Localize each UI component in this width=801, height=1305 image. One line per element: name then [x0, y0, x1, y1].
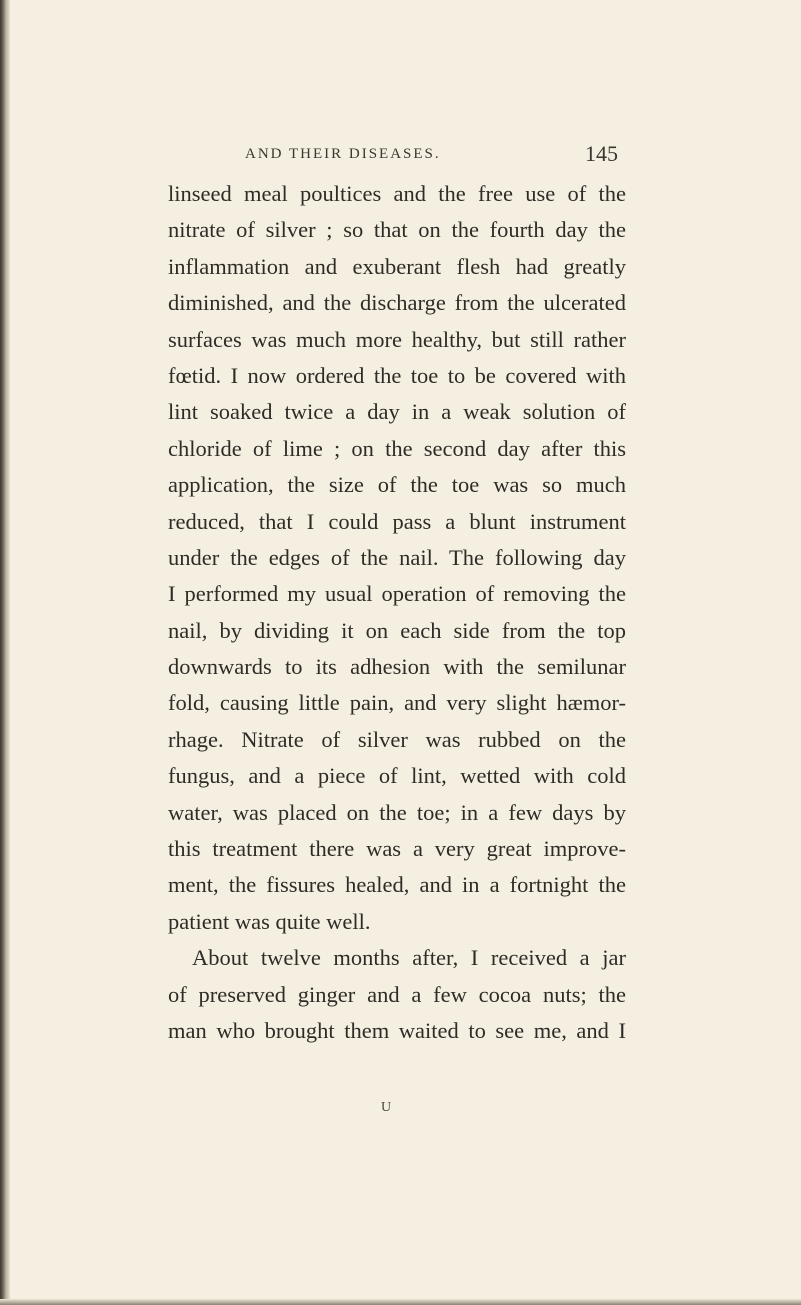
text-line: reduced, that I could pass a blunt instrument: [168, 508, 626, 534]
text-line: downwards to its adhesion with the semilunar: [168, 654, 626, 680]
text-line: surfaces was much more healthy, but still rather: [168, 326, 626, 352]
text-line: I performed my usual operation of removing the: [168, 581, 626, 607]
text-line: ment, the fissures healed, and in a fortnight the: [168, 872, 626, 898]
text-line: man who brought them waited to see me, and I: [168, 1017, 626, 1043]
binding-edge: [0, 0, 10, 1305]
page-bottom-edge: [0, 1299, 801, 1305]
text-line: inflammation and exuberant flesh had greatly: [168, 253, 626, 279]
text-line: fœtid. I now ordered the toe to be covered with: [168, 362, 626, 388]
text-line: rhage. Nitrate of silver was rubbed on the: [168, 726, 626, 752]
text-line: nitrate of silver ; so that on the fourth day the: [168, 217, 626, 243]
text-line: fold, causing little pain, and very slight hæmor-: [168, 690, 626, 716]
text-line: lint soaked twice a day in a weak solution of: [168, 399, 626, 425]
running-title: AND THEIR DISEASES.: [245, 146, 441, 162]
text-line: patient was quite well.: [168, 908, 371, 934]
page-number: 145: [585, 141, 618, 166]
text-line: of preserved ginger and a few cocoa nuts; the: [168, 981, 626, 1007]
text-line: application, the size of the toe was so much: [168, 472, 626, 498]
text-line: diminished, and the discharge from the ulcerated: [168, 290, 626, 316]
text-line: nail, by dividing it on each side from the top: [168, 617, 626, 643]
text-line: About twelve months after, I received a jar: [192, 945, 626, 971]
text-line: under the edges of the nail. The following day: [168, 544, 626, 570]
signature-mark: U: [381, 1100, 392, 1115]
text-line: water, was placed on the toe; in a few days by: [168, 799, 626, 825]
text-line: fungus, and a piece of lint, wetted with cold: [168, 763, 626, 789]
text-line: this treatment there was a very great improve-: [168, 836, 626, 862]
text-line: linseed meal poultices and the free use of the: [168, 181, 626, 206]
text-line: chloride of lime ; on the second day after this: [168, 435, 626, 461]
body-text: [168, 176, 626, 1049]
running-head: [0, 141, 801, 171]
